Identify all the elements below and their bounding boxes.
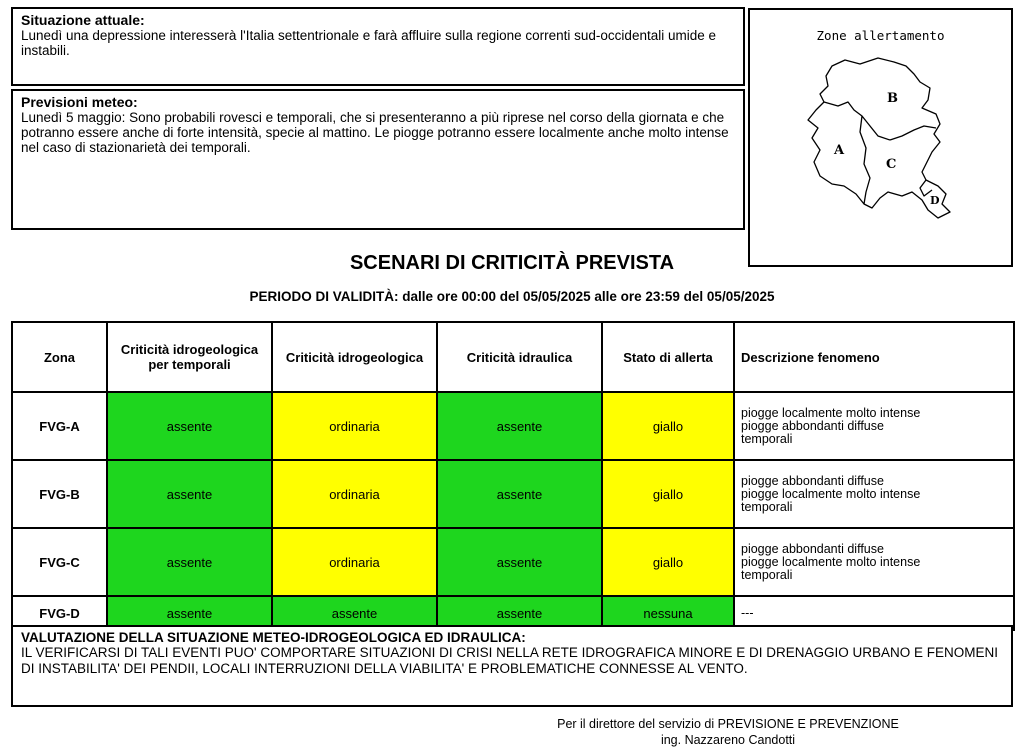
idraulica-cell: assente <box>437 392 602 460</box>
periodo-validita: PERIODO DI VALIDITÀ: dalle ore 00:00 del 05/05/2025 alle ore 23:59 del 05/05/2025 <box>249 289 775 304</box>
temporali-cell: assente <box>107 392 272 460</box>
temporali-cell: assente <box>107 596 272 630</box>
map-zone-b-label: B <box>887 91 898 106</box>
allerta-cell: giallo <box>602 460 734 528</box>
scenari-title: SCENARI DI CRITICITÀ PREVISTA <box>349 252 675 274</box>
descrizione-line: piogge abbondanti diffuse <box>741 473 884 488</box>
idrogeologica-cell: ordinaria <box>272 528 437 596</box>
header-descrizione: Descrizione fenomeno <box>734 322 1014 392</box>
valutazione-box <box>11 625 1013 707</box>
descrizione-line: temporali <box>741 431 793 446</box>
firma-line-2: ing. Nazzareno Candotti <box>660 733 796 747</box>
map-boundary-ac <box>860 116 870 204</box>
situazione-text: Lunedì una depressione interesserà l'Italia settentrionale e farà affluire sulla regione correnti sud-occidentali umide e instabili. <box>21 28 716 58</box>
idrogeologica-cell: ordinaria <box>272 460 437 528</box>
header-criticita-idrogeologica: Criticità idrogeologica <box>272 322 437 392</box>
zona-cell: FVG-A <box>12 392 107 460</box>
temporali-cell: assente <box>107 460 272 528</box>
valutazione-text: IL VERIFICARSI DI TALI EVENTI PUO' COMPORTARE SITUAZIONI DI CRISI NELLA RETE IDROGRAFICA MINORE E DI DRENAGGIO URBANO E FENOMENI DI INSTABILITA' DEI PENDII, LOCALI INTERRUZIONI DELLA VIABILITA' E PROBLEMATICHE CONNESSE AL VENTO. <box>21 645 998 676</box>
idraulica-cell: assente <box>437 460 602 528</box>
map-title: Zone allertamento <box>816 28 945 43</box>
table-row <box>12 392 1014 460</box>
idrogeologica-cell: assente <box>272 596 437 630</box>
descrizione-line: temporali <box>741 499 793 514</box>
firma-line-1: Per il direttore del servizio di PREVISIONE E PREVENZIONE <box>557 717 899 731</box>
map-zone-d-label: D <box>930 194 940 207</box>
zona-cell: FVG-D <box>12 596 107 630</box>
allerta-cell: nessuna <box>602 596 734 630</box>
idrogeologica-cell: ordinaria <box>272 392 437 460</box>
firma <box>468 716 988 748</box>
map-zone-a-label: A <box>834 143 845 158</box>
descrizione-cell <box>734 392 1014 460</box>
zona-cell: FVG-B <box>12 460 107 528</box>
descrizione-line: piogge localmente molto intense <box>741 486 921 501</box>
table-row <box>12 460 1014 528</box>
descrizione-line: --- <box>741 605 754 620</box>
descrizione-cell <box>734 528 1014 596</box>
header-criticita-idraulica: Criticità idraulica <box>437 322 602 392</box>
situazione-attuale-box <box>11 7 745 86</box>
previsioni-title: Previsioni meteo: <box>21 94 138 110</box>
header-stato-allerta: Stato di allerta <box>602 322 734 392</box>
map-region-outline <box>808 58 950 218</box>
temporali-cell: assente <box>107 528 272 596</box>
idraulica-cell: assente <box>437 528 602 596</box>
zona-cell: FVG-C <box>12 528 107 596</box>
allerta-cell: giallo <box>602 392 734 460</box>
descrizione-line: temporali <box>741 567 793 582</box>
descrizione-line: piogge localmente molto intense <box>741 554 921 569</box>
zone-map-icon <box>790 52 975 232</box>
previsioni-meteo-box <box>11 89 745 230</box>
map-boundary-bc <box>890 126 936 140</box>
descrizione-line: piogge abbondanti diffuse <box>741 418 884 433</box>
header-zona: Zona <box>12 322 107 392</box>
descrizione-line: piogge abbondanti diffuse <box>741 541 884 556</box>
map-zone-c-label: C <box>886 157 897 172</box>
table-row <box>12 528 1014 596</box>
idraulica-cell: assente <box>437 596 602 630</box>
descrizione-cell <box>734 460 1014 528</box>
previsioni-text: Lunedì 5 maggio: Sono probabili rovesci e temporali, che si presenteranno a più riprese nel corso della giornata e che potranno essere anche di forte intensità, specie al mattino. Le piogge potranno essere localmente anche molto intense nel caso di stazionarietà dei temporali. <box>21 110 729 155</box>
table-header-row <box>12 322 1014 392</box>
zone-map-box <box>748 8 1013 267</box>
descrizione-line: piogge localmente molto intense <box>741 405 921 420</box>
criticita-table <box>11 321 1015 631</box>
map-boundary-ab <box>824 102 890 140</box>
situazione-title: Situazione attuale: <box>21 12 145 28</box>
valutazione-title: VALUTAZIONE DELLA SITUAZIONE METEO-IDROGEOLOGICA ED IDRAULICA: <box>21 630 526 645</box>
header-criticita-temporali: Criticità idrogeologica per temporali <box>107 322 272 392</box>
allerta-cell: giallo <box>602 528 734 596</box>
